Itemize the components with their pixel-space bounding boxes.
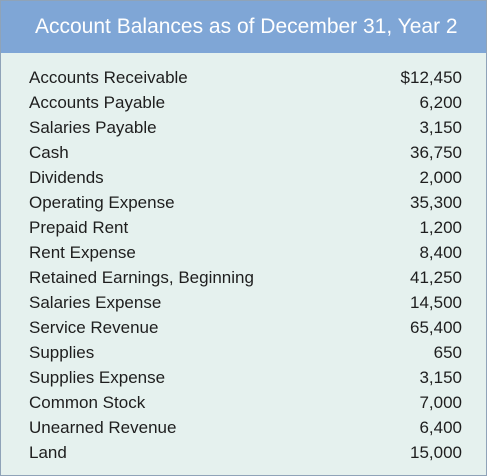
account-row xyxy=(1,340,486,365)
account-row xyxy=(1,190,486,215)
account-amount: 15,000 xyxy=(410,443,462,462)
account-rows xyxy=(1,53,486,465)
account-amount: 6,200 xyxy=(419,93,462,112)
account-row xyxy=(1,90,486,115)
account-name: Salaries Expense xyxy=(29,293,162,312)
account-name: Salaries Payable xyxy=(29,118,157,137)
account-amount: $12,450 xyxy=(400,68,462,87)
account-name: Cash xyxy=(29,143,69,162)
account-name: Supplies xyxy=(29,343,95,362)
account-name: Prepaid Rent xyxy=(29,218,129,237)
account-amount: 35,300 xyxy=(410,193,462,212)
account-amount: 3,150 xyxy=(419,118,462,137)
account-name: Operating Expense xyxy=(29,193,175,212)
table-title: Account Balances as of December 31, Year 2 xyxy=(35,15,458,38)
account-amount: 7,000 xyxy=(419,393,462,412)
account-amount: 65,400 xyxy=(410,318,462,337)
account-row xyxy=(1,390,486,415)
account-amount: 41,250 xyxy=(410,268,462,287)
account-row xyxy=(1,290,486,315)
account-row xyxy=(1,415,486,440)
account-amount: 14,500 xyxy=(410,293,462,312)
account-row xyxy=(1,215,486,240)
account-amount: 6,400 xyxy=(419,418,462,437)
account-name: Service Revenue xyxy=(29,318,159,337)
account-row xyxy=(1,165,486,190)
account-row xyxy=(1,315,486,340)
account-name: Common Stock xyxy=(29,393,146,412)
account-name: Dividends xyxy=(29,168,104,187)
account-name: Land xyxy=(29,443,67,462)
account-name: Accounts Payable xyxy=(29,93,166,112)
account-row xyxy=(1,65,486,90)
account-name: Retained Earnings, Beginning xyxy=(29,268,254,287)
account-name: Unearned Revenue xyxy=(29,418,177,437)
account-row xyxy=(1,115,486,140)
account-row xyxy=(1,440,486,465)
account-row xyxy=(1,240,486,265)
account-row xyxy=(1,140,486,165)
account-row xyxy=(1,265,486,290)
account-name: Accounts Receivable xyxy=(29,68,188,87)
account-name: Rent Expense xyxy=(29,243,136,262)
account-amount: 36,750 xyxy=(410,143,462,162)
account-amount: 1,200 xyxy=(419,218,462,237)
account-amount: 3,150 xyxy=(419,368,462,387)
account-amount: 2,000 xyxy=(419,168,462,187)
table-title-bar xyxy=(1,1,486,53)
account-amount: 8,400 xyxy=(419,243,462,262)
account-amount: 650 xyxy=(433,343,462,362)
account-row xyxy=(1,365,486,390)
account-name: Supplies Expense xyxy=(29,368,166,387)
